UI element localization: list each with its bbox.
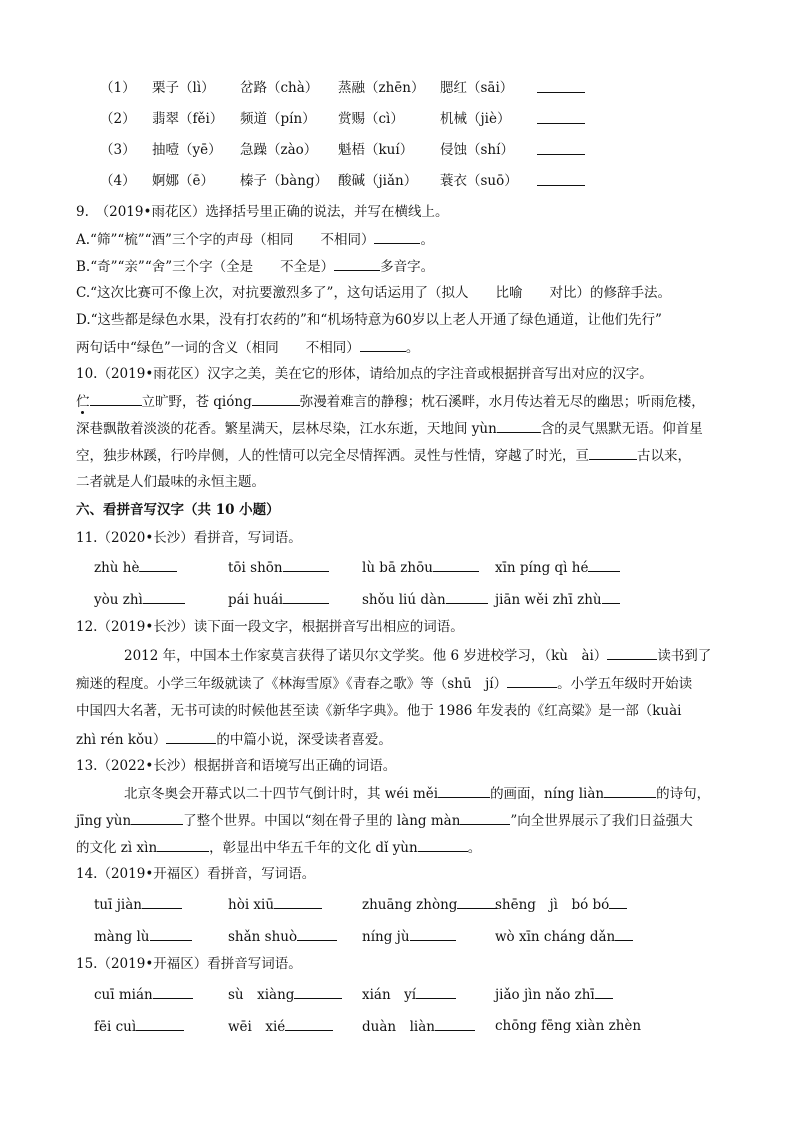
- q15-blank-1[interactable]: [153, 984, 193, 999]
- q13-passage-line-3: 的文化 zì xìn ，彰显出中华五千年的文化 dǐ yùn 。: [76, 837, 481, 858]
- q14-item-8: wò xīn cháng dǎn: [495, 926, 633, 947]
- q8-row-3-num: （3）: [100, 142, 136, 158]
- q11-item-3: lù bā zhōu: [362, 557, 479, 578]
- q13-blank-2[interactable]: [604, 783, 656, 798]
- q14-blank-1[interactable]: [142, 894, 182, 909]
- q10-passage-line-3: 空，独步林蹊，行吟岸侧，人的性情可以完全尽情挥洒。灵性与性情，穿越了时光，亘 古以来，: [76, 445, 691, 466]
- q15-blank-3[interactable]: [416, 984, 456, 999]
- q9-b-answer-blank[interactable]: [334, 256, 380, 271]
- q9-option-d-line-1: D.“这些都是绿色水果，没有打农药的”和“机场特意为60岁以上老人开通了绿色通道，让他们先行”: [76, 312, 662, 328]
- q15-item-5: fēi cuì: [94, 1016, 184, 1037]
- q15-blank-4[interactable]: [595, 984, 613, 999]
- q10-heading: 10.（2019•雨花区）汉字之美，美在它的形体，请给加点的字注音或根据拼音写出对应的汉字。: [76, 366, 653, 382]
- q8-row-1-word-4: 腮红（sāi）: [440, 80, 514, 96]
- q12-blank-2[interactable]: [507, 673, 557, 688]
- q9-option-c: C.“这次比赛可不像上次，对抗要激烈多了”，这句话运用了（拟人 比喻 对比）的修辞手法。: [76, 285, 671, 301]
- q15-blank-7[interactable]: [435, 1016, 475, 1031]
- q11-blank-4[interactable]: [588, 557, 620, 572]
- q11-item-2: tōi shōn: [228, 557, 329, 578]
- q8-row-3-word-4: 侵蚀（shí）: [440, 142, 514, 158]
- q14-item-3: zhuāng zhòng: [362, 894, 497, 915]
- q12-heading: 12.（2019•长沙）读下面一段文字，根据拼音写出相应的词语。: [76, 619, 464, 635]
- q9-a-answer-blank[interactable]: [374, 229, 420, 244]
- q14-blank-3[interactable]: [457, 894, 497, 909]
- q14-item-1: tuī jiàn: [94, 894, 182, 915]
- q14-item-7: níng jù: [362, 926, 456, 947]
- q14-item-5: màng lù: [94, 926, 192, 947]
- q13-blank-1[interactable]: [438, 783, 490, 798]
- q8-row-4-answer-blank[interactable]: [537, 171, 585, 192]
- q11-item-8: jiān wěi zhī zhù: [495, 589, 620, 610]
- q11-item-7: shǒu liú dàn: [362, 589, 488, 610]
- q15-item-4: jiǎo jìn nǎo zhī: [495, 984, 613, 1005]
- q13-blank-4[interactable]: [460, 810, 510, 825]
- q11-item-1: zhù hè: [94, 557, 177, 578]
- q11-blank-2[interactable]: [283, 557, 329, 572]
- q8-row-2-answer-blank[interactable]: [537, 109, 585, 130]
- q15-item-1: cuī mián: [94, 984, 193, 1005]
- q8-row-2-word-2: 频道（pín）: [240, 111, 316, 127]
- q11-blank-6[interactable]: [283, 589, 329, 604]
- q8-row-3-answer-blank[interactable]: [537, 140, 585, 161]
- q8-row-3-word-1: 抽噎（yē）: [152, 142, 222, 158]
- q15-heading: 15.（2019•开福区）看拼音写词语。: [76, 956, 302, 972]
- q13-passage-line-2: jīng yùn 了整个世界。中国以“刻在骨子里的 làng màn ”向全世界展示了我们日益强大: [76, 810, 693, 831]
- q8-row-1-word-2: 岔路（chà）: [240, 80, 319, 96]
- q15-item-6: wēi xié: [228, 1016, 333, 1037]
- q8-row-3-word-2: 急躁（zào）: [240, 142, 318, 158]
- q14-item-6: shǎn shuò: [228, 926, 337, 947]
- section-6-title: 六、看拼音写汉字（共 10 小题）: [76, 502, 280, 518]
- q15-blank-2[interactable]: [294, 984, 342, 999]
- q13-heading: 13.（2022•长沙）根据拼音和语境写出正确的词语。: [76, 758, 397, 774]
- q8-row-2-num: （2）: [100, 111, 136, 127]
- q12-passage-line-4: zhì rén kǒu） 的中篇小说，深受读者喜爱。: [76, 729, 392, 750]
- q15-item-3: xián yí: [362, 984, 456, 1005]
- q8-row-2-word-1: 翡翠（fěi）: [152, 111, 224, 127]
- q11-blank-3[interactable]: [433, 557, 479, 572]
- q14-blank-5[interactable]: [150, 926, 192, 941]
- q8-row-4-num: （4）: [100, 173, 136, 189]
- q14-item-2: hòi xiū: [228, 894, 322, 915]
- q14-blank-8[interactable]: [615, 926, 633, 941]
- q8-row-3-word-3: 魁梧（kuí）: [338, 142, 414, 158]
- q12-blank-1[interactable]: [607, 645, 657, 660]
- q13-blank-5[interactable]: [157, 837, 209, 852]
- q15-blank-5[interactable]: [136, 1016, 184, 1031]
- q15-item-2: sù xiàng: [228, 984, 342, 1005]
- q11-heading: 11.（2020•长沙）看拼音，写词语。: [76, 530, 302, 546]
- q10-blank-1[interactable]: [90, 391, 142, 406]
- q14-blank-7[interactable]: [410, 926, 456, 941]
- q11-blank-7[interactable]: [446, 589, 488, 604]
- q10-passage-line-2: 深巷飘散着淡淡的花香。繁星满天，层林尽染，江水东逝，天地间 yùn 含的灵气黑默无语。仰首星: [76, 418, 703, 439]
- q8-row-2-word-4: 机械（jiè）: [440, 111, 511, 127]
- q9-d-answer-blank[interactable]: [360, 337, 406, 352]
- q8-row-1-num: （1）: [100, 80, 136, 96]
- q11-blank-5[interactable]: [143, 589, 185, 604]
- q8-row-1-word-1: 栗子（lì）: [152, 80, 215, 96]
- q10-blank-2[interactable]: [252, 391, 300, 406]
- q8-row-4-word-4: 蓑衣（suō）: [440, 173, 518, 189]
- q15-item-8: chōng fēng xiàn zhèn: [495, 1018, 642, 1034]
- q13-blank-6[interactable]: [418, 837, 468, 852]
- q14-item-4: shēng jì bó bó: [495, 894, 627, 915]
- q11-blank-1[interactable]: [139, 557, 177, 572]
- q12-blank-3[interactable]: [166, 729, 216, 744]
- q11-item-5: yòu zhì: [94, 589, 185, 610]
- q12-passage-line-2: 痴迷的程度。小学三年级就读了《林海雪原》《青春之歌》等（shū jí） 。小学五年级时开始读: [76, 673, 692, 694]
- q10-blank-4[interactable]: [589, 445, 637, 460]
- q11-item-4: xīn píng qì hé: [495, 557, 620, 578]
- q14-heading: 14.（2019•开福区）看拼音，写词语。: [76, 866, 316, 882]
- q9-heading: 9. （2019•雨花区）选择括号里正确的说法，并写在横线上。: [76, 204, 449, 220]
- q8-row-1-word-3: 蒸融（zhēn）: [338, 80, 425, 96]
- q8-row-4-word-2: 榛子（bàng）: [240, 173, 329, 189]
- q8-row-4-word-3: 酸碱（jiǎn）: [338, 173, 418, 189]
- q10-passage-line-4: 二者就是人们最味的永恒主题。: [76, 474, 265, 490]
- q14-blank-2[interactable]: [274, 894, 322, 909]
- q9-option-d-line-2: 两句话中“绿色”一词的含义（相同 不相同） 。: [76, 337, 419, 358]
- q15-blank-6[interactable]: [285, 1016, 333, 1031]
- q10-blank-3[interactable]: [497, 418, 541, 433]
- q9-option-b: B.“奇”“亲”“舍”三个字（全是 不全是） 多音字。: [76, 256, 434, 277]
- q14-blank-6[interactable]: [297, 926, 337, 941]
- q12-passage-line-1: 2012 年，中国本土作家莫言获得了诺贝尔文学奖。他 6 岁进校学习，（kù ài） 读书到了: [124, 645, 711, 666]
- q14-blank-4[interactable]: [609, 894, 627, 909]
- q8-row-1-answer-blank[interactable]: [537, 78, 585, 99]
- q12-passage-line-3: 中国四大名著，无书可读的时候他甚至读《新华字典》。他于 1986 年发表的《红高粱》是一部（kuài: [76, 703, 682, 719]
- q11-item-6: pái huái: [228, 589, 329, 610]
- q13-blank-3[interactable]: [131, 810, 183, 825]
- q9-option-a: A.“筛”“梳”“酒”三个字的声母（相同 不相同） 。: [76, 229, 434, 250]
- q13-passage-line-1: 北京冬奥会开幕式以二十四节气倒计时，其 wéi měi 的画面，níng liàn 的诗句，: [124, 783, 710, 804]
- q10-passage-line-1: 伫 立旷野，苍 qióng 弥漫着难言的静穆；枕石溪畔，水月传达着无尽的幽思；听雨危楼，: [76, 391, 705, 412]
- q8-row-2-word-3: 赏赐（cì）: [338, 111, 404, 127]
- q8-row-4-word-1: 婀娜（ē）: [152, 173, 214, 189]
- q15-item-7: duàn liàn: [362, 1016, 475, 1037]
- q11-blank-8[interactable]: [602, 589, 620, 604]
